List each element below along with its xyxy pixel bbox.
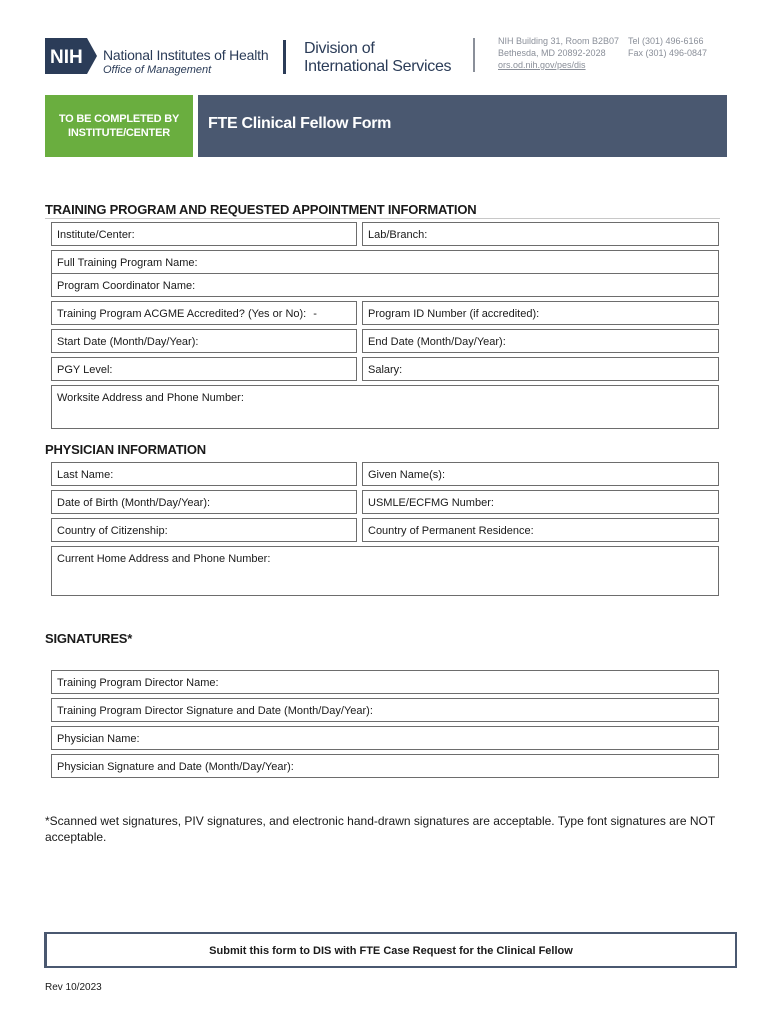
last-name-field[interactable]: Last Name: xyxy=(51,462,357,486)
logo-text: NIH xyxy=(50,47,83,68)
badge-line-1: TO BE COMPLETED BY xyxy=(58,113,180,125)
dob-field[interactable]: Date of Birth (Month/Day/Year): xyxy=(51,490,357,514)
acgme-field[interactable] xyxy=(51,301,357,325)
section-rule xyxy=(45,218,720,219)
header-divider xyxy=(283,40,286,74)
training-section-heading: TRAINING PROGRAM AND REQUESTED APPOINTMENT INFORMATION xyxy=(45,202,477,217)
worksite-field[interactable]: Worksite Address and Phone Number: xyxy=(51,385,719,429)
home-address-field[interactable]: Current Home Address and Phone Number: xyxy=(51,546,719,596)
org-subtitle: Office of Management xyxy=(103,64,212,76)
website-link[interactable]: ors.od.nih.gov/pes/dis xyxy=(498,60,586,70)
acgme-dropdown-value[interactable]: - xyxy=(313,308,317,320)
fax-number: Fax (301) 496-0847 xyxy=(628,48,708,58)
pgy-level-field[interactable]: PGY Level: xyxy=(51,357,357,381)
signatures-section-heading: SIGNATURES* xyxy=(45,631,133,646)
division-line-2: International Services xyxy=(304,58,452,75)
coordinator-field[interactable]: Program Coordinator Name: xyxy=(51,273,719,297)
lab-branch-field[interactable]: Lab/Branch: xyxy=(362,222,719,246)
submit-instructions: Submit this form to DIS with FTE Case Request for the Clinical Fellow xyxy=(44,932,737,968)
usmle-field[interactable]: USMLE/ECFMG Number: xyxy=(362,490,719,514)
form-title: FTE Clinical Fellow Form xyxy=(198,95,727,157)
address-line-2: Bethesda, MD 20892-2028 xyxy=(498,48,606,58)
program-id-field[interactable]: Program ID Number (if accredited): xyxy=(362,301,719,325)
physician-signature-field[interactable]: Physician Signature and Date (Month/Day/Year): xyxy=(51,754,719,778)
org-name: National Institutes of Health xyxy=(103,47,269,63)
address-line-1: NIH Building 31, Room B2B07 xyxy=(498,36,620,46)
division-line-1: Division of xyxy=(304,40,375,57)
acgme-label: Training Program ACGME Accredited? (Yes or No): xyxy=(57,308,307,320)
given-names-field[interactable]: Given Name(s): xyxy=(362,462,719,486)
physician-name-field[interactable]: Physician Name: xyxy=(51,726,719,750)
salary-field[interactable]: Salary: xyxy=(362,357,719,381)
header-divider-2 xyxy=(473,38,475,72)
start-date-field[interactable]: Start Date (Month/Day/Year): xyxy=(51,329,357,353)
director-name-field[interactable]: Training Program Director Name: xyxy=(51,670,719,694)
program-name-field[interactable]: Full Training Program Name: xyxy=(51,250,719,274)
badge-line-2: INSTITUTE/CENTER xyxy=(68,127,170,139)
address-block xyxy=(498,35,619,71)
residence-field[interactable]: Country of Permanent Residence: xyxy=(362,518,719,542)
signature-note: *Scanned wet signatures, PIV signatures, and electronic hand-drawn signatures are acceptable. Type font signatures are NOT acceptable. xyxy=(45,814,715,844)
phone-number: Tel (301) 496-6166 xyxy=(628,36,704,46)
division-name xyxy=(304,40,451,76)
institute-field[interactable]: Institute/Center: xyxy=(51,222,357,246)
completed-by-badge xyxy=(45,95,193,157)
letterhead xyxy=(0,0,770,95)
citizenship-field[interactable]: Country of Citizenship: xyxy=(51,518,357,542)
nih-logo xyxy=(45,38,97,74)
revision-label: Rev 10/2023 xyxy=(45,982,102,993)
end-date-field[interactable]: End Date (Month/Day/Year): xyxy=(362,329,719,353)
contact-block xyxy=(628,35,707,59)
director-signature-field[interactable]: Training Program Director Signature and Date (Month/Day/Year): xyxy=(51,698,719,722)
physician-section-heading: PHYSICIAN INFORMATION xyxy=(45,442,206,457)
